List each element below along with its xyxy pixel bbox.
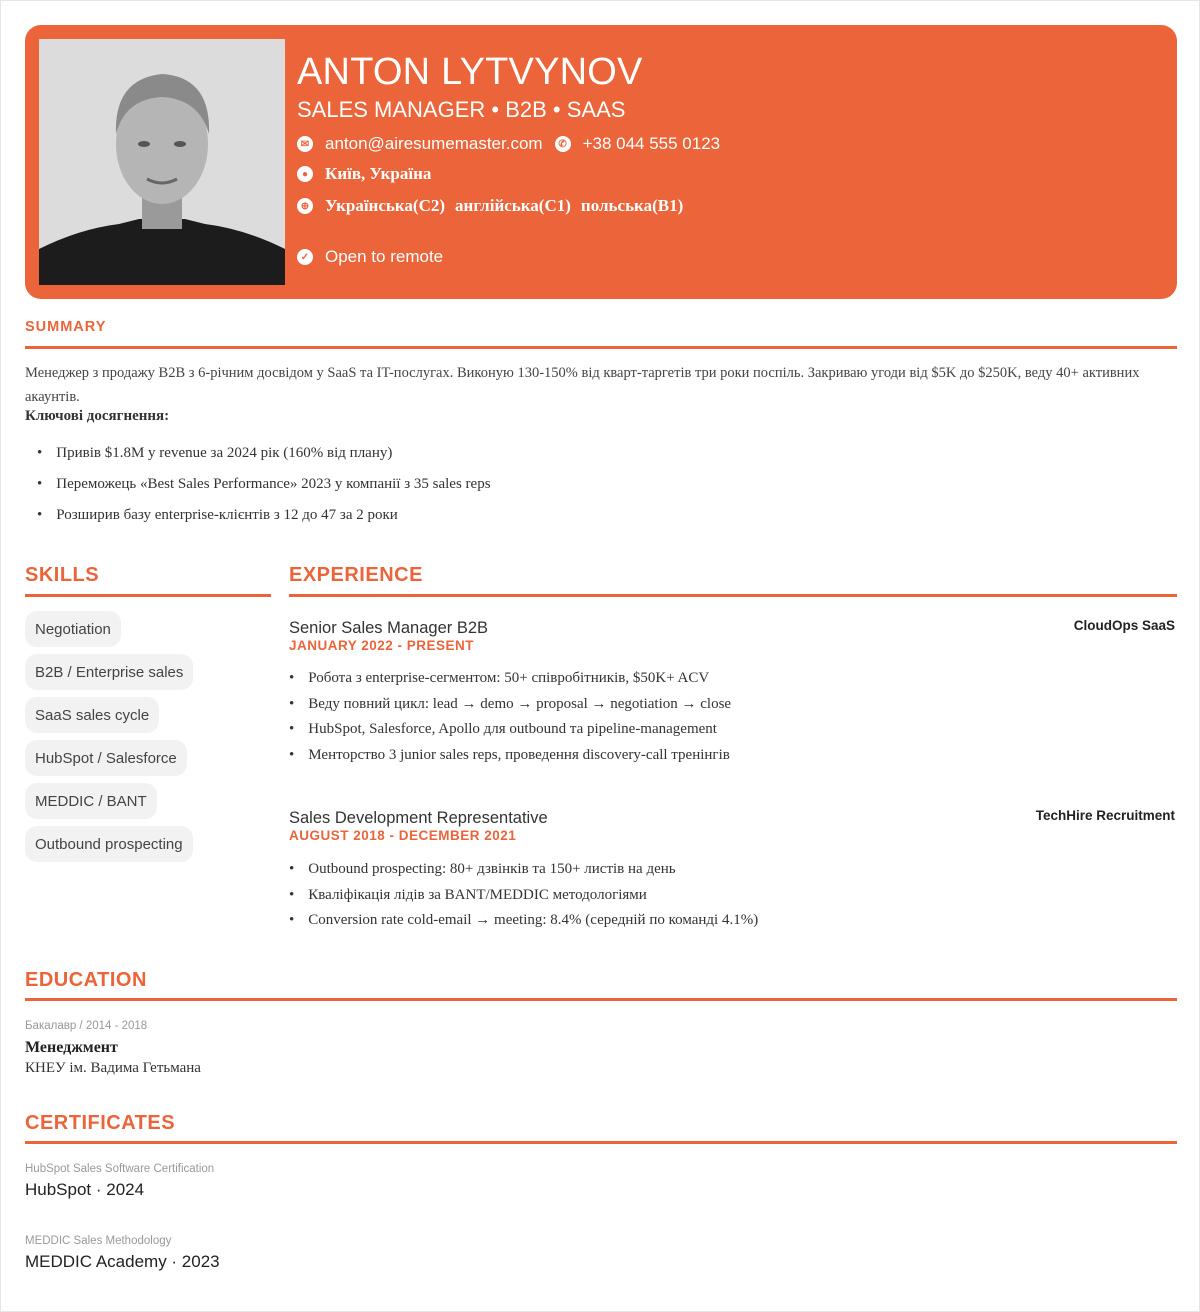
skill-chip: MEDDIC / BANT xyxy=(25,783,157,819)
language-item: польська(B1) xyxy=(580,196,684,215)
skill-chip: Outbound prospecting xyxy=(25,826,193,862)
languages-row xyxy=(297,196,693,216)
job-title: Sales Development Representative xyxy=(289,809,548,827)
language-item: Українська(C2) xyxy=(325,196,446,215)
job-company: CloudOps SaaS xyxy=(1073,618,1175,633)
globe-icon: ⊕ xyxy=(297,198,313,214)
certificates-divider xyxy=(25,1141,1177,1144)
job-date: JANUARY 2022 - PRESENT xyxy=(289,638,475,653)
achievement-item: • Привів $1.8M у revenue за 2024 рік (160% від плану) xyxy=(37,445,491,476)
job-bullet: • Робота з enterprise-сегментом: 50+ співробітників, $50K+ ACV xyxy=(289,670,731,696)
phone-icon: ✆ xyxy=(555,136,571,152)
phone-link[interactable]: +38 044 555 0123 xyxy=(582,134,721,153)
summary-heading: SUMMARY xyxy=(25,319,107,335)
job-bullet: • Outbound prospecting: 80+ дзвінків та 150+ листів на день xyxy=(289,861,758,887)
achievements-list xyxy=(37,445,491,538)
skills-divider xyxy=(25,594,271,597)
mail-icon: ✉ xyxy=(297,136,313,152)
remote-row xyxy=(297,247,443,267)
job-bullets xyxy=(289,861,758,938)
job-company: TechHire Recruitment xyxy=(1035,808,1175,823)
experience-heading: EXPERIENCE xyxy=(289,564,423,586)
certificate-name: MEDDIC Sales Methodology xyxy=(25,1235,172,1247)
header-banner xyxy=(25,25,1177,299)
certificates-heading: CERTIFICATES xyxy=(25,1112,176,1134)
job-date: AUGUST 2018 - DECEMBER 2021 xyxy=(289,828,517,843)
certificate-issuer: HubSpot · 2024 xyxy=(25,1180,145,1199)
job-bullet: • Conversion rate cold-email → meeting: 8.4% (середній по команді 4.1%) xyxy=(289,912,758,938)
education-meta: Бакалавр / 2014 - 2018 xyxy=(25,1020,148,1032)
skills-heading: SKILLS xyxy=(25,564,100,586)
summary-text: Менеджер з продажу B2B з 6-річним досвідом у SaaS та IT-послугах. Виконую 130-150% від кварт-таргетів три роки поспіль. Закриваю угоди від $5K до $250K, веду 40+ активних акаунтів. xyxy=(25,365,1140,405)
candidate-name: ANTON LYTVYNOV xyxy=(297,51,643,93)
achievement-item: • Розширив базу enterprise-клієнтів з 12 до 47 за 2 роки xyxy=(37,507,491,538)
email-link[interactable]: anton@airesumemaster.com xyxy=(325,134,543,153)
certificate-name: HubSpot Sales Software Certification xyxy=(25,1163,215,1175)
experience-divider xyxy=(289,594,1177,597)
skill-chip: SaaS sales cycle xyxy=(25,697,159,733)
skill-chip: HubSpot / Salesforce xyxy=(25,740,187,776)
location-row xyxy=(297,164,431,184)
achievement-item: • Переможець «Best Sales Performance» 2023 у компанії з 35 sales reps xyxy=(37,476,491,507)
skill-chip: Negotiation xyxy=(25,611,121,647)
achievements-heading: Ключові досягнення: xyxy=(25,408,170,424)
certificate-issuer: MEDDIC Academy · 2023 xyxy=(25,1252,220,1271)
education-school: КНЕУ ім. Вадима Гетьмана xyxy=(25,1060,201,1076)
candidate-role: SALES MANAGER • B2B • SAAS xyxy=(297,97,626,122)
job-title: Senior Sales Manager B2B xyxy=(289,619,489,637)
education-divider xyxy=(25,998,1177,1001)
job-bullet: • Менторство 3 junior sales reps, проведення discovery-call тренінгів xyxy=(289,747,731,773)
job-bullets xyxy=(289,670,731,772)
location-text: Київ, Україна xyxy=(325,164,432,183)
job-bullet: • HubSpot, Salesforce, Apollo для outbound та pipeline-management xyxy=(289,721,731,747)
education-degree: Менеджмент xyxy=(25,1039,118,1056)
language-item: англійська(C1) xyxy=(455,196,571,215)
job-bullet: • Веду повний цикл: lead → demo → proposal → negotiation → close xyxy=(289,696,731,722)
job-bullet: • Кваліфікація лідів за BANT/MEDDIC методологіями xyxy=(289,887,758,913)
skill-chip: B2B / Enterprise sales xyxy=(25,654,193,690)
remote-text: Open to remote xyxy=(325,247,444,266)
contact-row xyxy=(297,134,720,154)
education-heading: EDUCATION xyxy=(25,969,147,991)
location-pin-icon: ● xyxy=(297,166,313,182)
profile-photo xyxy=(39,39,285,285)
summary-divider xyxy=(25,346,1177,349)
check-circle-icon: ✓ xyxy=(297,249,313,265)
